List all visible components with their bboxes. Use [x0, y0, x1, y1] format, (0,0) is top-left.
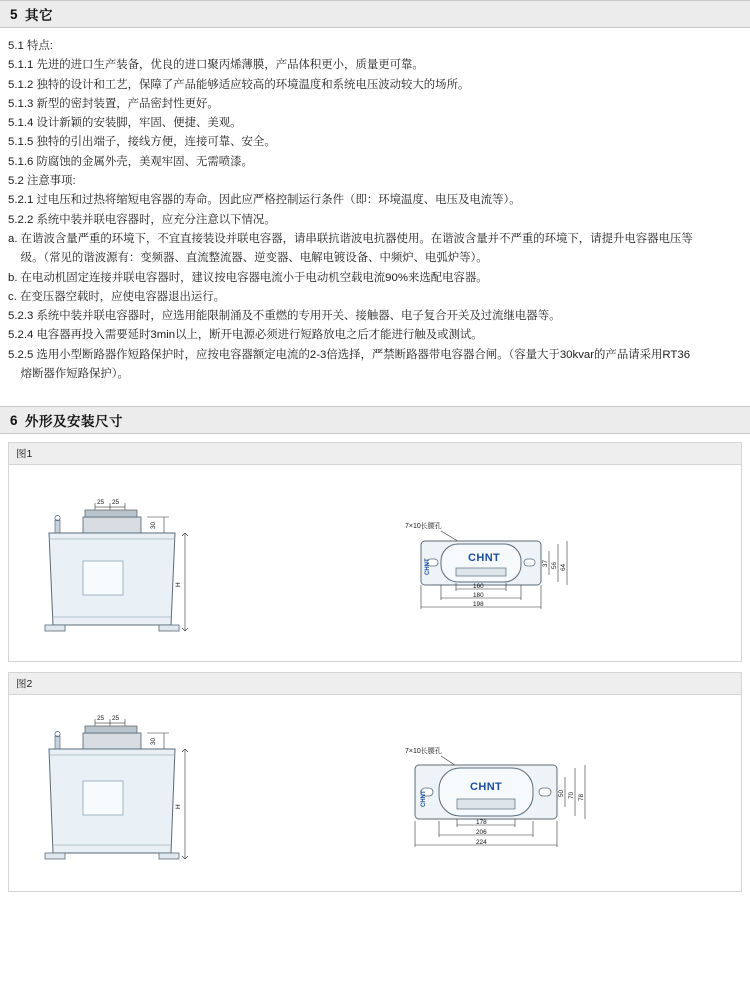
- slot-note-1: 7×10长腰孔: [405, 523, 442, 531]
- text-line: 级。（常见的谐波源有：变频器、直流整流器、逆变器、电解电镀设备、中频炉、电弧炉等）。: [8, 252, 488, 265]
- text-line: 5.1.2 独特的设计和工艺，保障了产品能够适应较高的环境温度和系统电压波动较大的场所。: [8, 78, 470, 91]
- dim-30-2: 30: [150, 738, 157, 746]
- dim-50: 50: [558, 790, 565, 798]
- text-line: 5.2.5 选用小型断路器作短路保护时，应按电容器额定电流的2-3倍选择，严禁断路器带电容器合闸。（容量大于30kvar的产品请采用RT36: [8, 348, 691, 361]
- text-line: b. 在电动机固定连接并联电容器时，建议按电容器电流小于电动机空载电流90%来选配电容器。: [8, 271, 488, 284]
- text-line: 5.2.3 系统中装并联电容器时，应选用能限制涌及不重燃的专用开关、接触器、电子复合开关及过流继电器等。: [8, 310, 561, 323]
- figure-2-body: [9, 695, 741, 891]
- dim-180: 180: [473, 592, 484, 600]
- text-line: 5.2.2 系统中装并联电容器时，应充分注意以下情况。: [8, 213, 276, 226]
- brand-logo-2: CHNT: [470, 781, 503, 794]
- figure-2-title: 图2: [9, 673, 741, 695]
- text-line: 5.2 注意事项:: [8, 175, 76, 188]
- figure-1-body: [9, 465, 741, 661]
- text-line: c. 在变压器空载时，应使电容器退出运行。: [8, 290, 226, 303]
- dim-178: 178: [476, 819, 487, 827]
- text-line: a. 在谐波含量严重的环境下，不宜直接装设并联电容器，请串联抗谐波电抗器使用。在谐波含量并不严重的环境下，请提升电容器电压等: [8, 232, 693, 245]
- dim-25-a: 25: [97, 499, 105, 507]
- section-header-5: [0, 0, 750, 28]
- dim-198: 198: [473, 601, 484, 609]
- brand-side-2: CHNT: [421, 790, 427, 808]
- figure-panel-1: [8, 442, 742, 662]
- dim-206: 206: [476, 829, 487, 837]
- figure-panel-2: [8, 672, 742, 892]
- slot-note-2: 7×10长腰孔: [405, 748, 442, 756]
- dim-224: 224: [476, 839, 487, 847]
- text-line: 5.1.6 防腐蚀的金属外壳，美观牢固、无需喷漆。: [8, 155, 253, 168]
- figure-2-drawing: [9, 695, 741, 891]
- text-line: 5.1.5 独特的引出端子，接线方便，连接可靠、安全。: [8, 136, 276, 149]
- dim-160: 160: [473, 583, 484, 591]
- section-number: 6: [10, 412, 19, 428]
- text-line: 熔断器作短路保护）。: [8, 368, 129, 381]
- section-title: 其它: [25, 8, 54, 23]
- brand-side-1: CHNT: [425, 558, 431, 576]
- text-line: 5.1.4 设计新颖的安装脚，牢固、便捷、美观。: [8, 117, 242, 130]
- dim-30: 30: [150, 522, 157, 530]
- section-number: 5: [10, 6, 19, 22]
- dim-37: 37: [542, 560, 549, 568]
- dim-H-2: H: [175, 804, 182, 810]
- text-line: 5.1 特点:: [8, 40, 53, 52]
- section-title: 外形及安装尺寸: [25, 414, 124, 430]
- dim-70: 70: [568, 792, 575, 800]
- brand-logo-1: CHNT: [468, 552, 501, 565]
- dim-H: H: [175, 582, 182, 588]
- dim-25-a-2: 25: [97, 715, 105, 723]
- dim-78: 78: [578, 794, 585, 802]
- text-line: 5.2.1 过电压和过热将缩短电容器的寿命。因此应严格控制运行条件（即：环境温度、电压及电流等）。: [8, 194, 521, 207]
- section-header-6: [0, 406, 750, 434]
- dim-64: 64: [560, 564, 567, 572]
- figure-1-title: 图1: [9, 443, 741, 465]
- text-line: 5.1.1 先进的进口生产装备，优良的进口聚丙烯薄膜，产品体积更小，质量更可靠。: [8, 59, 424, 72]
- dim-25-b: 25: [112, 499, 120, 507]
- text-line: 5.1.3 新型的密封装置，产品密封性更好。: [8, 97, 219, 110]
- section-5-body: [0, 28, 750, 388]
- dim-56: 56: [551, 562, 558, 570]
- text-line: 5.2.4 电容器再投入需要延时3min以上，断开电源必须进行短路放电之后才能进行触及或测试。: [8, 329, 483, 342]
- figure-1-drawing: [9, 465, 741, 661]
- dim-25-b-2: 25: [112, 715, 120, 723]
